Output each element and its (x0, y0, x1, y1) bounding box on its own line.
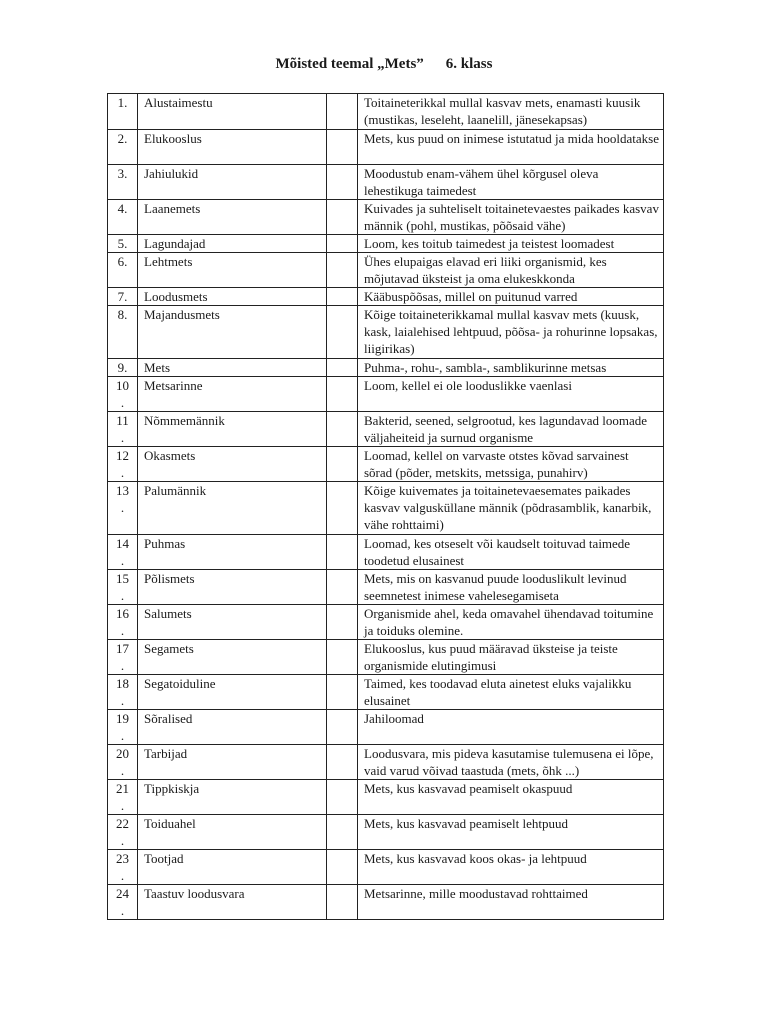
term-cell: Jahiulukid (138, 165, 327, 200)
row-number: 4. (108, 200, 138, 235)
term-cell: Mets (138, 359, 327, 377)
table-row (108, 605, 664, 640)
answer-blank-cell (327, 200, 358, 235)
table-row (108, 94, 664, 130)
row-number: 12 . (108, 447, 138, 482)
definition-cell: Organismide ahel, keda omavahel ühendavad toitumine ja toiduks olemine. (358, 605, 664, 640)
answer-blank-cell (327, 710, 358, 745)
definition-cell: Loom, kellel ei ole looduslikke vaenlasi (358, 377, 664, 412)
table-row (108, 200, 664, 235)
row-number: 15 . (108, 570, 138, 605)
row-number: 16 . (108, 605, 138, 640)
term-cell: Elukooslus (138, 130, 327, 165)
answer-blank-cell (327, 815, 358, 850)
term-cell: Majandusmets (138, 306, 327, 359)
row-number: 2. (108, 130, 138, 165)
definition-cell: Jahiloomad (358, 710, 664, 745)
term-cell: Põlismets (138, 570, 327, 605)
definition-cell: Loodusvara, mis pideva kasutamise tulemusena ei lõpe, vaid varud võivad taastuda (mets, õhk ...) (358, 745, 664, 780)
answer-blank-cell (327, 535, 358, 570)
table-row (108, 850, 664, 885)
table-row (108, 412, 664, 447)
row-number: 3. (108, 165, 138, 200)
table-row (108, 130, 664, 165)
row-number: 22 . (108, 815, 138, 850)
term-cell: Nõmmemännik (138, 412, 327, 447)
table-row (108, 165, 664, 200)
row-number: 9. (108, 359, 138, 377)
table-row (108, 640, 664, 675)
definition-cell: Loomad, kes otseselt või kaudselt toituvad taimede toodetud elusainest (358, 535, 664, 570)
terms-table (107, 93, 664, 920)
term-cell: Loodusmets (138, 288, 327, 306)
definition-cell: Mets, mis on kasvanud puude looduslikult levinud seemnetest inimese vahelesegamiseta (358, 570, 664, 605)
table-row (108, 235, 664, 253)
term-cell: Lehtmets (138, 253, 327, 288)
definition-cell: Moodustub enam-vähem ühel kõrgusel oleva lehestikuga taimedest (358, 165, 664, 200)
title-text: Mõisted teemal „Mets” (275, 56, 424, 72)
table-row (108, 377, 664, 412)
definition-cell: Kõige kuivemates ja toitainetevaesemates paikades kasvav valgusküllane männik (põdrasamblik, kanarbik, vähe rohttaimi) (358, 482, 664, 535)
answer-blank-cell (327, 359, 358, 377)
row-number: 6. (108, 253, 138, 288)
definition-cell: Puhma-, rohu-, sambla-, samblikurinne metsas (358, 359, 664, 377)
term-cell: Sõralised (138, 710, 327, 745)
answer-blank-cell (327, 288, 358, 306)
term-cell: Palumännik (138, 482, 327, 535)
term-cell: Tootjad (138, 850, 327, 885)
definition-cell: Toitaineterikkal mullal kasvav mets, enamasti kuusik (mustikas, leseleht, laanelill, jänesekapsas) (358, 94, 664, 130)
document-title (0, 56, 768, 73)
answer-blank-cell (327, 377, 358, 412)
definition-cell: Bakterid, seened, selgrootud, kes lagundavad loomade väljaheiteid ja surnud organisme (358, 412, 664, 447)
answer-blank-cell (327, 745, 358, 780)
row-number: 17 . (108, 640, 138, 675)
term-cell: Toiduahel (138, 815, 327, 850)
answer-blank-cell (327, 605, 358, 640)
definition-cell: Elukooslus, kus puud määravad üksteise ja teiste organismide elutingimusi (358, 640, 664, 675)
row-number: 23 . (108, 850, 138, 885)
answer-blank-cell (327, 675, 358, 710)
answer-blank-cell (327, 850, 358, 885)
table-row (108, 288, 664, 306)
row-number: 18 . (108, 675, 138, 710)
row-number: 7. (108, 288, 138, 306)
table-row (108, 710, 664, 745)
row-number: 8. (108, 306, 138, 359)
definition-cell: Mets, kus puud on inimese istutatud ja mida hooldatakse (358, 130, 664, 165)
definition-cell: Loom, kes toitub taimedest ja teistest loomadest (358, 235, 664, 253)
grade-label: 6. klass (445, 56, 493, 72)
term-cell: Segamets (138, 640, 327, 675)
table-row (108, 570, 664, 605)
answer-blank-cell (327, 570, 358, 605)
definition-cell: Kõige toitaineterikkamal mullal kasvav mets (kuusk, kask, laialehised lehtpuud, põõsa- ja rohurinne lopsakas, liigirikas) (358, 306, 664, 359)
answer-blank-cell (327, 306, 358, 359)
definition-cell: Mets, kus kasvavad peamiselt lehtpuud (358, 815, 664, 850)
term-cell: Segatoiduline (138, 675, 327, 710)
answer-blank-cell (327, 447, 358, 482)
answer-blank-cell (327, 235, 358, 253)
answer-blank-cell (327, 640, 358, 675)
table-row (108, 675, 664, 710)
row-number: 11 . (108, 412, 138, 447)
term-cell: Puhmas (138, 535, 327, 570)
definition-cell: Loomad, kellel on varvaste otstes kõvad sarvainest sõrad (põder, metskits, metssiga, punahirv) (358, 447, 664, 482)
answer-blank-cell (327, 482, 358, 535)
table-row (108, 306, 664, 359)
row-number: 24 . (108, 885, 138, 920)
definition-cell: Kääbuspõõsas, millel on puitunud varred (358, 288, 664, 306)
answer-blank-cell (327, 885, 358, 920)
term-cell: Salumets (138, 605, 327, 640)
definition-cell: Metsarinne, mille moodustavad rohttaimed (358, 885, 664, 920)
table-row (108, 447, 664, 482)
row-number: 5. (108, 235, 138, 253)
answer-blank-cell (327, 94, 358, 130)
table-row (108, 359, 664, 377)
table-row (108, 253, 664, 288)
row-number: 1. (108, 94, 138, 130)
row-number: 10 . (108, 377, 138, 412)
definition-cell: Kuivades ja suhteliselt toitainetevaestes paikades kasvav männik (pohl, mustikas, põõsaid vähe) (358, 200, 664, 235)
term-cell: Okasmets (138, 447, 327, 482)
row-number: 21 . (108, 780, 138, 815)
definition-cell: Mets, kus kasvavad peamiselt okaspuud (358, 780, 664, 815)
row-number: 13 . (108, 482, 138, 535)
term-cell: Tippkiskja (138, 780, 327, 815)
definition-cell: Mets, kus kasvavad koos okas- ja lehtpuud (358, 850, 664, 885)
row-number: 20 . (108, 745, 138, 780)
term-cell: Tarbijad (138, 745, 327, 780)
definition-cell: Taimed, kes toodavad eluta ainetest eluks vajalikku elusainet (358, 675, 664, 710)
answer-blank-cell (327, 412, 358, 447)
table-row (108, 815, 664, 850)
answer-blank-cell (327, 253, 358, 288)
table-row (108, 535, 664, 570)
table-row (108, 482, 664, 535)
answer-blank-cell (327, 780, 358, 815)
answer-blank-cell (327, 130, 358, 165)
answer-blank-cell (327, 165, 358, 200)
terms-table-body (108, 94, 664, 920)
row-number: 19 . (108, 710, 138, 745)
table-row (108, 885, 664, 920)
term-cell: Taastuv loodusvara (138, 885, 327, 920)
table-row (108, 780, 664, 815)
row-number: 14 . (108, 535, 138, 570)
term-cell: Metsarinne (138, 377, 327, 412)
table-row (108, 745, 664, 780)
term-cell: Laanemets (138, 200, 327, 235)
term-cell: Alustaimestu (138, 94, 327, 130)
term-cell: Lagundajad (138, 235, 327, 253)
definition-cell: Ühes elupaigas elavad eri liiki organismid, kes mõjutavad üksteist ja oma elukeskkonda (358, 253, 664, 288)
